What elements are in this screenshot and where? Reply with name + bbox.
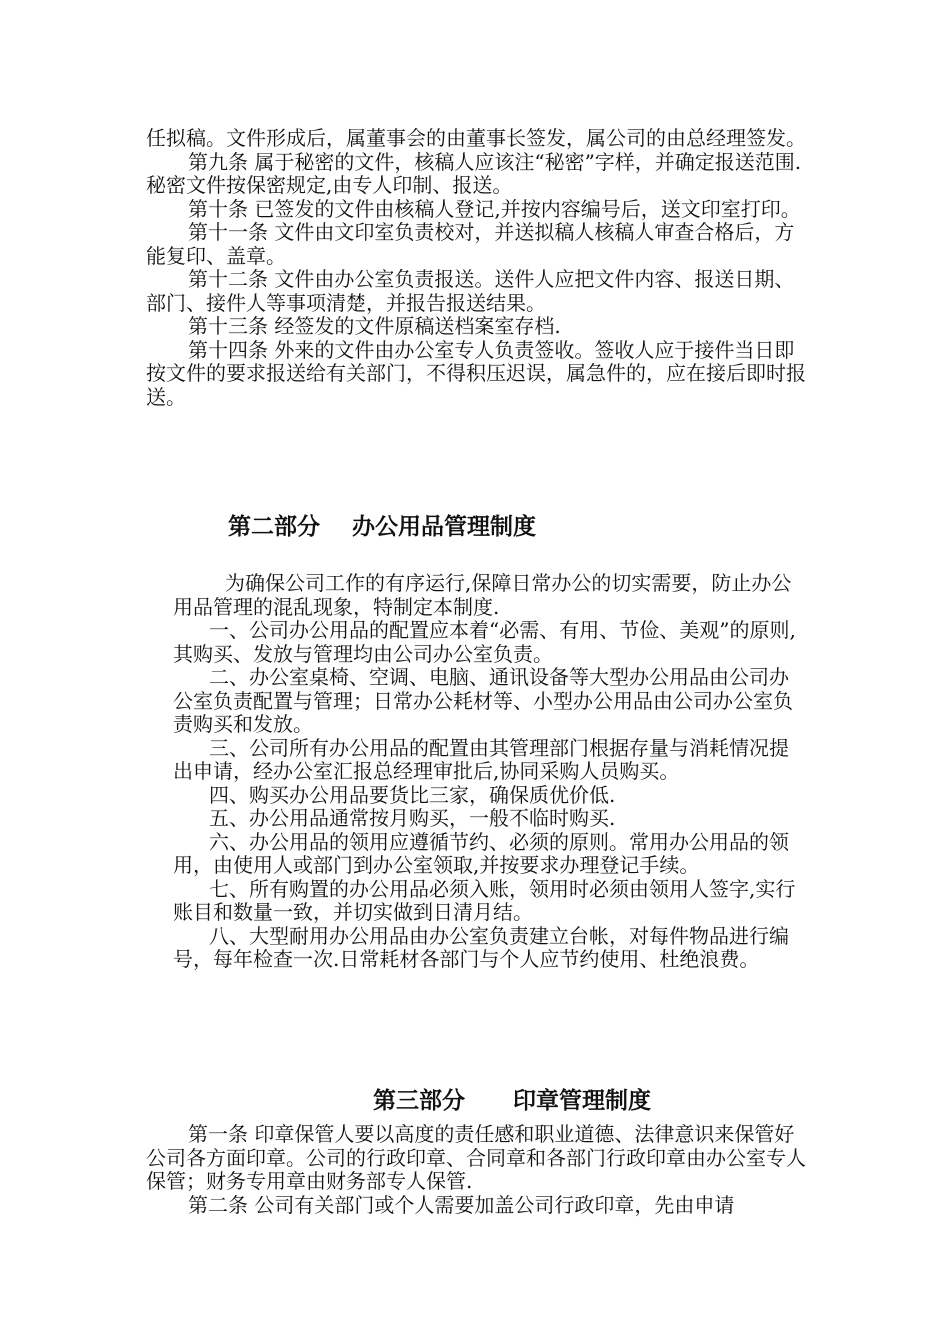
list-item: 五、办公用品通常按月购买，一般不临时购买. [209,806,616,830]
list-item: 六、办公用品的领用应遵循节约、必须的原则。常用办公用品的领用，由使用人或部门到办公室领取,并按要求办理登记手续。 [173,829,789,877]
paragraph-article-11: 第十一条 文件由文印室负责校对，并送拟稿人核稿人审查合格后，方能复印、盖章。 [146,220,795,268]
paragraph-article-2: 第二条 公司有关部门或个人需要加盖公司行政印章，先由申请 [188,1192,735,1217]
part2-text-block [173,572,806,972]
section-heading-part3: 第三部分 印章管理制度 [373,1088,652,1114]
list-item: 二、办公室桌椅、空调、电脑、通讯设备等大型办公用品由公司办公室负责配置与管理；日常办公耗材等、小型办公用品由公司办公室负责购买和发放。 [173,665,793,736]
part1-text-block [146,127,806,409]
part3-text-block [146,1123,806,1217]
list-item: 三、公司所有办公用品的配置由其管理部门根据存量与消耗情况提出申请，经办公室汇报总经理审批后,协同采购人员购买。 [173,735,789,783]
list-item: 八、大型耐用办公用品由办公室负责建立台帐，对每件物品进行编号，每年检查一次.日常耗材各部门与个人应节约使用、杜绝浪费。 [173,923,789,971]
paragraph-article-1: 第一条 印章保管人要以高度的责任感和职业道德、法律意识来保管好公司各方面印章。公司的行政印章、合同章和各部门行政印章由办公室专人保管；财务专用章由财务部专人保管. [146,1122,806,1193]
paragraph-article-9: 第九条 属于秘密的文件，核稿人应该注“秘密”字样，并确定报送范围.秘密文件按保密规定,由专人印制、报送。 [146,149,802,197]
list-item: 四、购买办公用品要货比三家，确保质优价低. [209,782,616,807]
paragraph-article-13: 第十三条 经签发的文件原稿送档案室存档. [188,314,561,338]
list-item: 七、所有购置的办公用品必须入账，领用时必须由领用人签字,实行账目和数量一致，并切实做到日清月结。 [173,876,796,924]
paragraph-article-12: 第十二条 文件由办公室负责报送。送件人应把文件内容、报送日期、部门、接件人等事项清楚，并报告报送结果。 [146,267,795,315]
list-item: 一、公司办公用品的配置应本着“必需、有用、节俭、美观”的原则,其购买、发放与管理均由公司办公室负责。 [173,618,796,666]
paragraph-intro: 为确保公司工作的有序运行,保障日常办公的切实需要，防止办公用品管理的混乱现象，特制定本制度. [173,571,792,619]
section-heading-part2: 第二部分 办公用品管理制度 [228,514,537,540]
paragraph-article-10: 第十条 已签发的文件由核稿人登记,并按内容编号后，送文印室打印。 [188,196,801,221]
paragraph: 任拟稿。文件形成后，属董事会的由董事长签发，属公司的由总经理签发。 [146,126,806,150]
paragraph-article-14: 第十四条 外来的文件由办公室专人负责签收。签收人应于接件当日即按文件的要求报送给有关部门，不得积压迟误，属急件的，应在接后即时报送。 [146,337,806,409]
